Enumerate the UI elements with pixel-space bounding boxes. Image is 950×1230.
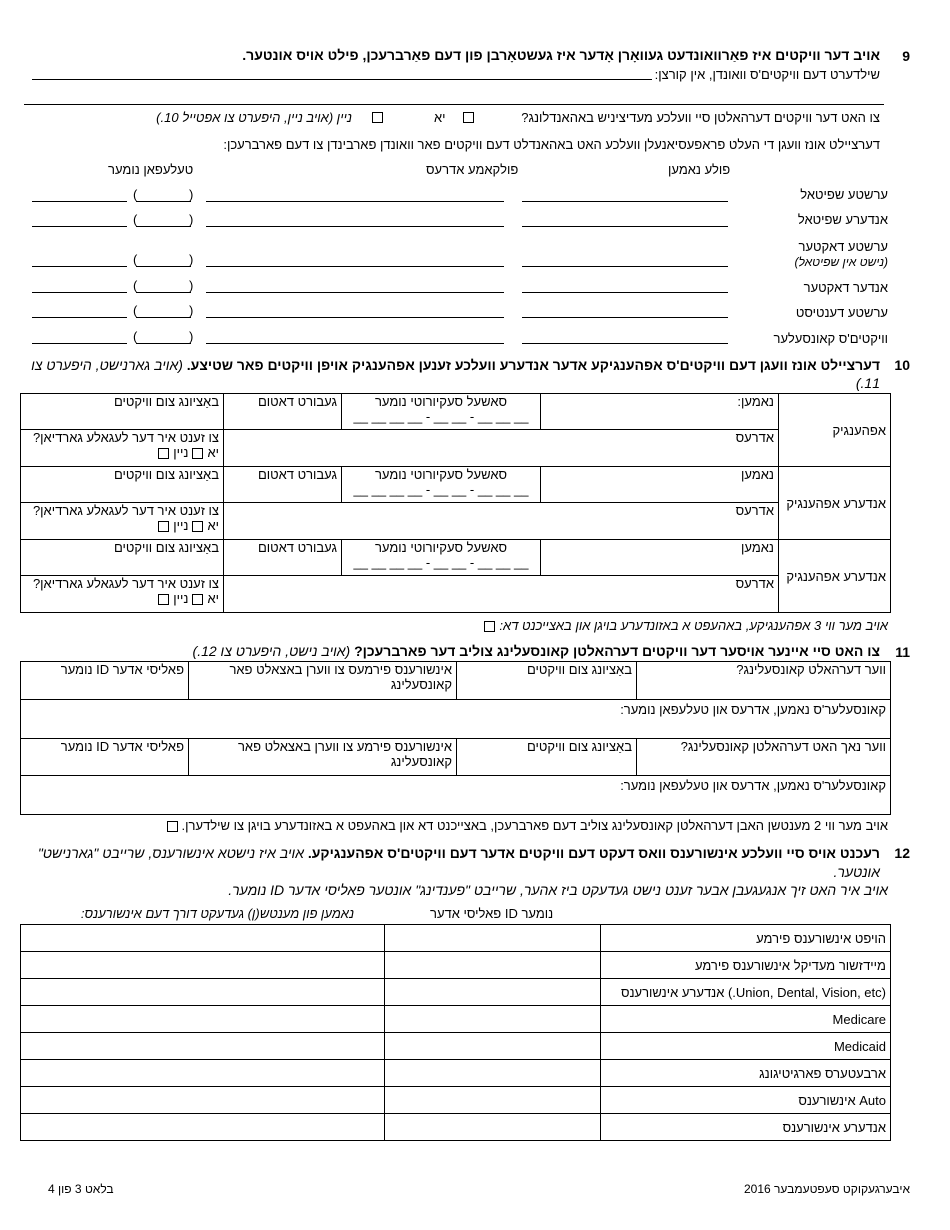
s12-names-cell[interactable] — [21, 979, 385, 1006]
s9-name-line[interactable] — [522, 292, 728, 293]
s12-note: אויב איר האט זיך אנגעגעבן אבער זענט נישט געדעקט ביז אהער, שרייבט "פענדינג" אונטער פאליסי אדער ID נומער. — [228, 882, 888, 898]
s10-more-text: אויב מער ווי 3 אפהענגיקע, באהעפט א באזונדערע בויגן און באצייכנט דא: — [499, 618, 888, 633]
paren-glyph: ( — [133, 252, 138, 267]
s12-title-block — [20, 844, 880, 882]
s10-guardian-no-label: ניין — [173, 445, 189, 460]
s11-more-text: אויב מער ווי 2 מענטשן האבן דערהאלטן קאונסעלינג צוליב דעם פארברעכן, באצייכנט דא און באהעפט א באזונדערע בויגן צו שילדערן. — [181, 818, 888, 833]
s10-title: דערציילט אונז וועגן דעם וויקטים'ס אפהענגיקע אדער אנדערע וועלכע זענען אפהענגיק אויפן וויקטים פאר שטיצע. — [186, 357, 880, 373]
s9-address-line[interactable] — [206, 292, 504, 293]
s9-phone-line[interactable] — [32, 292, 127, 293]
s10-relation-label: באַציונג צום וויקטים — [113, 467, 219, 482]
s10-guardian-yes-label: יא — [207, 445, 219, 460]
s10-guardian-yes-checkbox[interactable] — [192, 594, 203, 605]
s12-policy-cell[interactable] — [385, 1006, 601, 1033]
s9-row-note: (נישט אין שפיטאל) — [794, 255, 888, 269]
s10-ssn-mask: __ __ __ __ - __ __ - __ __ __ — [353, 409, 529, 424]
s10-relation-label: באַציונג צום וויקטים — [113, 394, 219, 409]
s10-more-note — [480, 618, 888, 633]
s9-col-phone: טעלעפאן נומער — [108, 162, 194, 177]
s12-policy-cell[interactable] — [385, 1060, 601, 1087]
s9-no-label: ניין — [336, 110, 352, 125]
s9-areacode-line[interactable] — [136, 226, 191, 227]
s10-guardian-yes-checkbox[interactable] — [192, 448, 203, 459]
s12-insurance-type-cell — [601, 1033, 891, 1060]
s10-ssn-cell[interactable] — [342, 394, 541, 430]
s10-ssn-label: סאשעל סעקיורוטי נומער — [374, 467, 508, 482]
s9-hospital-question: צו האט דער וויקטים דערהאלטן סיי וועלכע מעדיציניש באהאנדלונג? — [521, 110, 880, 125]
s11-title: צו האט סיי איינער אויסער דער וויקטים דערהאלטן קאונסעלינג צוליב דער פארברעכן? — [354, 643, 880, 659]
s9-phone-line[interactable] — [32, 343, 127, 344]
s10-title-block — [20, 356, 880, 392]
s10-number: 10 — [894, 357, 910, 373]
s11-relation-cell[interactable] — [457, 662, 637, 700]
s12-insurance-type-cell — [601, 1114, 891, 1141]
s10-more-checkbox[interactable] — [484, 621, 495, 632]
s9-col-address: פולקאמע אדרעס — [426, 162, 519, 177]
s12-col-policy: פאליסי אדער ID נומער — [430, 906, 554, 921]
s9-address-line[interactable] — [206, 201, 504, 202]
s10-ssn-cell[interactable] — [342, 540, 541, 576]
s10-guardian-cell — [21, 576, 224, 613]
s12-insurance-type: ארבעטערס פארגיטיגונג — [759, 1065, 886, 1081]
s9-address-line[interactable] — [206, 226, 504, 227]
s9-row-label: ערשטע שפיטאל — [800, 187, 888, 202]
s11-more-note — [163, 818, 888, 833]
s9-areacode-line[interactable] — [136, 266, 191, 267]
s11-who-cell[interactable] — [637, 739, 891, 776]
s12-insurance-type-cell — [601, 979, 891, 1006]
s11-who-cell[interactable] — [637, 662, 891, 700]
s12-insurance-type: Auto אינשורענס — [798, 1092, 886, 1108]
s10-address-label: אדרעס — [735, 430, 774, 445]
footer-revised: איבערגעקוקט סעפטעמבער 2016 — [743, 1182, 910, 1196]
paren-glyph: ) — [189, 212, 194, 227]
s9-phone-line[interactable] — [32, 201, 127, 202]
s10-dependent-label: אנדערע אפהענגיק — [786, 568, 886, 584]
s12-names-cell[interactable] — [21, 1006, 385, 1033]
s9-row-label: אנדערע שפיטאל — [797, 212, 888, 227]
s10-address-cell[interactable] — [224, 430, 779, 467]
s10-ssn-mask: __ __ __ __ - __ __ - __ __ __ — [353, 555, 529, 570]
s9-address-line[interactable] — [206, 317, 504, 318]
s12-names-cell[interactable] — [21, 1033, 385, 1060]
s10-dob-cell[interactable] — [224, 540, 342, 576]
paren-glyph: ( — [133, 303, 138, 318]
s11-policy-cell[interactable] — [21, 739, 189, 776]
paren-glyph: ( — [133, 278, 138, 293]
s11-counselor-cell[interactable] — [21, 700, 891, 739]
s12-policy-cell[interactable] — [385, 979, 601, 1006]
s10-dependent-label-cell — [779, 394, 891, 467]
s11-who-label: ווער דערהאלט קאונסעלינג? — [736, 662, 886, 677]
paren-glyph: ) — [189, 329, 194, 344]
s10-ssn-label: סאשעל סעקיורוטי נומער — [374, 540, 508, 555]
s10-ssn-label: סאשעל סעקיורוטי נומער — [374, 394, 508, 409]
s9-injury-line-1[interactable] — [32, 79, 652, 80]
s10-dob-cell[interactable] — [224, 394, 342, 430]
s12-insurance-type: מיידזשור מעדיקל אינשורענס פירמע — [694, 957, 886, 973]
s9-name-line[interactable] — [522, 317, 728, 318]
s11-insurer-cell[interactable] — [189, 739, 457, 776]
s10-dob-label: געבורט דאטום — [257, 540, 337, 555]
s10-guardian-question: צו זענט איר דער לעגאלע גארדיאן? — [32, 503, 219, 518]
paren-glyph: ) — [189, 303, 194, 318]
s10-dob-cell[interactable] — [224, 467, 342, 503]
s11-insurer-label: אינשורענס פירמע צו ווערן באצאלט פאר קאונסעלינג — [237, 739, 452, 769]
s12-policy-cell[interactable] — [385, 952, 601, 979]
s11-policy-label: פאליסי אדער ID נומער — [60, 739, 184, 754]
s9-name-line[interactable] — [522, 226, 728, 227]
s10-guardian-question: צו זענט איר דער לעגאלע גארדיאן? — [32, 576, 219, 591]
s12-insurance-type-cell — [601, 1006, 891, 1033]
s10-dependents-table — [20, 393, 891, 613]
s9-no-note — [156, 110, 352, 125]
paren-glyph: ) — [189, 187, 194, 202]
s10-name-cell[interactable] — [541, 467, 779, 503]
s12-insurance-type-cell — [601, 952, 891, 979]
s12-policy-cell[interactable] — [385, 1087, 601, 1114]
s10-name-label: נאמען — [741, 467, 774, 482]
s12-names-cell[interactable] — [21, 925, 385, 952]
footer-page: בלאט 3 פון 4 — [48, 1182, 114, 1196]
s11-relation-cell[interactable] — [457, 739, 637, 776]
s11-policy-label: פאליסי אדער ID נומער — [60, 662, 184, 677]
s11-relation-label: באַציונג צום וויקטים — [526, 662, 632, 677]
s9-address-line[interactable] — [206, 266, 504, 267]
s9-address-line[interactable] — [206, 343, 504, 344]
paren-glyph: ( — [133, 329, 138, 344]
s12-title2: אויב איז נישטא אינשורענס, שרייבט "גארנישט" אונטער. — [37, 845, 880, 880]
s10-dependent-label-cell — [779, 540, 891, 613]
s9-yes-checkbox[interactable] — [463, 112, 474, 123]
s10-dependent-label-cell — [779, 467, 891, 540]
s12-insurance-type: Medicare — [832, 1011, 886, 1027]
s12-insurance-table — [20, 924, 891, 1141]
s10-guardian-yes-label: יא — [207, 591, 219, 606]
s12-names-cell[interactable] — [21, 1087, 385, 1114]
s10-guardian-no-label: ניין — [173, 518, 189, 533]
s12-number: 12 — [894, 845, 910, 861]
s10-ssn-cell[interactable] — [342, 467, 541, 503]
s12-insurance-type: Medicaid — [833, 1038, 886, 1054]
s10-name-cell[interactable] — [541, 394, 779, 430]
paren-glyph: ( — [133, 212, 138, 227]
s10-guardian-cell — [21, 430, 224, 467]
s11-who-label: ווער נאך האט דערהאלטן קאונסעלינג? — [680, 739, 886, 754]
s9-provider-intro: דערציילט אונז וועגן די העלט פראפעסיאנעלן וועלכע האט באהאנדלט דעם וויקטים פאר וואונדן פארבינדן צו דעם פארברעכן: — [223, 137, 880, 152]
s11-number: 11 — [895, 644, 910, 660]
s10-relation-cell[interactable] — [21, 467, 224, 503]
paren-glyph: ) — [189, 278, 194, 293]
s9-row-label: אנדער דאקטער — [803, 280, 888, 295]
s10-address-cell[interactable] — [224, 576, 779, 613]
s9-injury-label: שילדערט דעם וויקטים'ס וואונדן, אין קורצן: — [654, 67, 880, 82]
s12-names-cell[interactable] — [21, 1060, 385, 1087]
s12-insurance-type-cell — [601, 925, 891, 952]
s12-policy-cell[interactable] — [385, 1033, 601, 1060]
s10-name-label: נאמען: — [737, 394, 774, 409]
s10-address-label: אדרעס — [735, 503, 774, 518]
s9-name-line[interactable] — [522, 343, 728, 344]
s10-name-label: נאמען — [741, 540, 774, 555]
s12-insurance-type-cell — [601, 1060, 891, 1087]
s9-name-line[interactable] — [522, 266, 728, 267]
s11-relation-label: באַציונג צום וויקטים — [526, 739, 632, 754]
s9-areacode-line[interactable] — [136, 343, 191, 344]
s12-insurance-type-cell — [601, 1087, 891, 1114]
s10-relation-cell[interactable] — [21, 540, 224, 576]
s9-number: 9 — [902, 48, 910, 64]
s10-note: (אויב גארנישט, היפערט צו 11.) — [31, 357, 880, 391]
s9-name-line[interactable] — [522, 201, 728, 202]
paren-glyph: ( — [133, 187, 138, 202]
s9-injury-line-2[interactable] — [24, 104, 884, 105]
s12-names-cell[interactable] — [21, 1114, 385, 1141]
s10-guardian-no-checkbox[interactable] — [158, 521, 169, 532]
s9-row-label: ערשטע דאקטער — [798, 239, 888, 254]
s11-counseling-table — [20, 661, 891, 815]
s9-col-name: פולע נאמען — [668, 162, 731, 177]
s10-guardian-question: צו זענט איר דער לעגאלע גארדיאן? — [32, 430, 219, 445]
s12-policy-cell[interactable] — [385, 1114, 601, 1141]
s9-areacode-line[interactable] — [136, 201, 191, 202]
s10-guardian-yes-label: יא — [207, 518, 219, 533]
s11-title-block — [193, 643, 880, 659]
s10-name-cell[interactable] — [541, 540, 779, 576]
s9-row-label: וויקטים'ס קאונסעלער — [773, 331, 888, 346]
s9-title: אויב דער וויקטים איז פאַרוואונדעט געוואָרן אָדער איז געשטאָרבן פון דעם פאַרברעכן, פילט אויס אונטער. — [242, 47, 880, 63]
s10-dob-label: געבורט דאטום — [257, 467, 337, 482]
s11-counselor-label: קאונסעלער'ס נאמען, אדרעס און טעלעפאן נומער: — [620, 778, 886, 793]
s11-counselor-label: קאונסעלער'ס נאמען, אדרעס און טעלעפאן נומער: — [620, 702, 886, 717]
s9-areacode-line[interactable] — [136, 317, 191, 318]
s11-counselor-cell[interactable] — [21, 776, 891, 815]
s11-more-checkbox[interactable] — [167, 821, 178, 832]
s11-policy-cell[interactable] — [21, 662, 189, 700]
s12-names-cell[interactable] — [21, 952, 385, 979]
s9-yes-label: יא — [434, 110, 446, 125]
s9-no-skip: (אויב ניין, היפערט צו אפטייל 10.) — [156, 110, 334, 125]
s10-address-label: אדרעס — [735, 576, 774, 591]
s10-ssn-mask: __ __ __ __ - __ __ - __ __ __ — [353, 482, 529, 497]
s10-relation-label: באַציונג צום וויקטים — [113, 540, 219, 555]
s9-areacode-line[interactable] — [136, 292, 191, 293]
s11-insurer-cell[interactable] — [189, 662, 457, 700]
s10-dependent-label: אנדערע אפהענגיק — [786, 495, 886, 511]
s10-address-cell[interactable] — [224, 503, 779, 540]
s9-phone-line[interactable] — [32, 266, 127, 267]
s10-guardian-cell — [21, 503, 224, 540]
s10-guardian-no-checkbox[interactable] — [158, 448, 169, 459]
s10-guardian-yes-checkbox[interactable] — [192, 521, 203, 532]
s10-dob-label: געבורט דאטום — [257, 394, 337, 409]
s9-no-checkbox[interactable] — [372, 112, 383, 123]
s12-policy-cell[interactable] — [385, 925, 601, 952]
s9-row-label: ערשטע דענטיסט — [795, 305, 888, 320]
s9-phone-line[interactable] — [32, 317, 127, 318]
s10-relation-cell[interactable] — [21, 394, 224, 430]
s9-phone-line[interactable] — [32, 226, 127, 227]
s12-insurance-type: (Union, Dental, Vision, etc.) אנדערע אינשורענס — [620, 984, 886, 1000]
s10-dependent-label: אפהענגיק — [832, 422, 886, 438]
s10-guardian-no-checkbox[interactable] — [158, 594, 169, 605]
s11-insurer-label: אינשורענס פירמעס צו ווערן באצאלט פאר קאונסעלינג — [229, 662, 452, 692]
s12-col-names: נאמען פון מענטש(ן) געדעקט דורך דעם אינשורענס: — [80, 906, 354, 921]
s12-insurance-type: הויפט אינשורענס פירמע — [756, 930, 886, 946]
s11-note: (אויב נישט, היפערט צו 12.) — [192, 643, 351, 659]
s12-insurance-type: אנדערע אינשורענס — [782, 1119, 886, 1135]
paren-glyph: ) — [189, 252, 194, 267]
s10-guardian-no-label: ניין — [173, 591, 189, 606]
s12-title: רעכנט אויס סיי וועלכע אינשורענס וואס דעקט דעם וויקטים אדער דעם וויקטים'ס אפהענגיקע. — [307, 845, 880, 861]
